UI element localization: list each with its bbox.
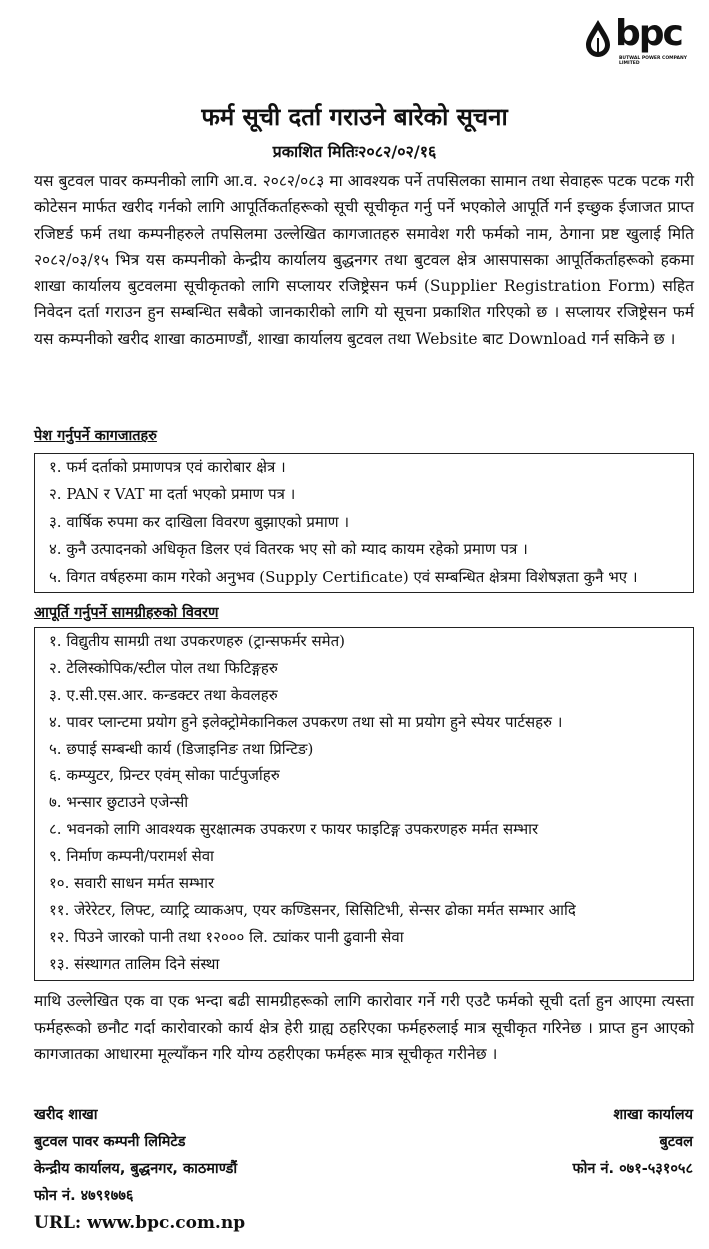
- signature-line: फोन नं. ०७१-५३१०५८: [572, 1161, 693, 1177]
- logo-tagline: BUTWAL POWER COMPANY LIMITED: [619, 56, 688, 66]
- drop-logo-icon: [583, 18, 613, 58]
- supply-item: ८. भवनको लागि आवश्यक सुरक्षात्मक उपकरण र फायर फाइटिङ्ग उपकरणहरु मर्मत सम्भार: [49, 820, 539, 839]
- logo-brand-text: bpc: [615, 13, 682, 54]
- documents-heading: पेश गर्नुपर्ने कागजातहरु: [34, 428, 157, 444]
- supplies-box: [34, 627, 694, 981]
- notice-title: फर्म सूची दर्ता गराउने बारेको सूचना: [201, 103, 508, 131]
- closing-paragraph: माथि उल्लेखित एक वा एक भन्दा बढी सामग्रीहरूको लागि कारोवार गर्ने गरी एउटै फर्मको सूची दर्ता हुन आएमा त्यस्ता फर्महरूको छनौट गर्दा कारोवारको कार्य क्षेत्र हेरी ग्राह्य ठहरिएका फर्महरुलाई मात्र सूचीकृत गरिनेछ । प्राप्त हुन आएको कागजातका आधारमा मूल्याँकन गरि योग्य ठहरीएका फर्महरू मात्र सूचीकृत गरीनेछ ।: [34, 992, 694, 1063]
- intro-paragraph: यस बुटवल पावर कम्पनीको लागि आ.व. २०८२/०८३ मा आवश्यक पर्ने तपसिलका सामान तथा सेवाहरू पटक पटक गरी कोटेसन मार्फत खरीद गर्नको लागि आपूर्तिकर्ताहरूको सूची सूचीकृत गर्नु पर्ने भएकोले आपूर्ति गर्न इच्छुक ईजाजत प्राप्त रजिष्टर्ड फर्म तथा कम्पनीहरुले तपसिलमा उल्लेखित कागजातहरु समावेश गरी फर्मको नाम, ठेगाना प्रष्ट खुलाई मिति २०८२/०३/१५ भित्र यस कम्पनीको केन्द्रीय कार्यालय बुद्धनगर तथा बुटवल क्षेत्र आसपासका आपूर्तिकर्ताहरूको हकमा शाखा कार्यालय बुटवलमा सूचीकृतको लागि सप्लायर रजिष्ट्रेसन फर्म (Supplier Registration Form) सहित निवेदन दर्ता गराउन हुन सम्बन्धित सबैको जानकारीको लागि यो सूचना प्रकाशित गरिएको छ । सप्लायर रजिष्ट्रेसन फर्म यस कम्पनीको खरीद शाखा काठमाण्डौं, शाखा कार्यालय बुटवल तथा Website बाट Download गर्न सकिने छ ।: [34, 172, 694, 348]
- supply-item: १३. संस्थागत तालिम दिने संस्था: [49, 954, 220, 973]
- supply-item: १. विद्युतीय सामग्री तथा उपकरणहरु (ट्रान्सफर्मर समेत): [49, 632, 345, 650]
- company-logo: [583, 12, 695, 72]
- signature-line: बुटवल: [659, 1134, 693, 1150]
- document-item: ४. कुनै उत्पादनको अधिकृत डिलर एवं वितरक भए सो को म्याद कायम रहेको प्रमाण पत्र ।: [49, 540, 528, 559]
- supply-item: ७. भन्सार छुटाउने एजेन्सी: [49, 793, 189, 812]
- supply-item: १२. पिउने जारको पानी तथा १२००० लि. ट्यांकर पानी ढुवानी सेवा: [49, 927, 404, 946]
- supply-item: ४. पावर प्लान्टमा प्रयोग हुने इलेक्ट्रोमेकानिकल उपकरण तथा सो मा प्रयोग हुने स्पेयर पार्टसहरु ।: [49, 712, 563, 731]
- documents-box: [34, 453, 694, 593]
- purchase-section-signature: [34, 1102, 237, 1210]
- document-item: ३. वार्षिक रुपमा कर दाखिला विवरण बुझाएको प्रमाण ।: [49, 512, 350, 531]
- document-item: २. PAN र VAT मा दर्ता भएको प्रमाण पत्र ।: [49, 485, 296, 504]
- supplies-heading: आपूर्ति गर्नुपर्ने सामग्रीहरुको विवरण: [34, 605, 219, 621]
- signature-line: खरीद शाखा: [34, 1107, 98, 1123]
- website-url: URL: www.bpc.com.np: [34, 1213, 246, 1233]
- supply-item: ५. छपाई सम्बन्धी कार्य (डिजाइनिङ तथा प्रिन्टिङ): [49, 739, 314, 758]
- supply-item: ६. कम्प्युटर, प्रिन्टर एवंम् सोका पार्टपुर्जाहरु: [49, 766, 280, 785]
- signature-line: केन्द्रीय कार्यालय, बुद्धनगर, काठमाण्डौं: [34, 1161, 238, 1177]
- supply-item: २. टेलिस्कोपिक/स्टील पोल तथा फिटिङ्गहरु: [49, 658, 278, 677]
- supply-item: १०. सवारी साधन मर्मत सम्भार: [49, 874, 215, 893]
- supply-item: ३. ए.सी.एस.आर. कन्डक्टर तथा केवलहरु: [49, 685, 278, 704]
- supply-item: ९. निर्माण कम्पनी/परामर्श सेवा: [49, 847, 214, 866]
- document-item: १. फर्म दर्ताको प्रमाणपत्र एवं कारोबार क्षेत्र ।: [49, 458, 286, 476]
- supply-item: ११. जेरेरेटर, लिफ्ट, व्याट्रि व्याकअप, एयर कण्डिसनर, सिसिटिभी, सेन्सर ढोका मर्मत सम्भार आदि: [49, 900, 576, 919]
- signature-line: बुटवल पावर कम्पनी लिमिटेड: [34, 1134, 186, 1150]
- signature-line: फोन नं. ४७९१७७६: [34, 1188, 134, 1204]
- published-date: प्रकाशित मितिः२०८२/०२/१६: [272, 142, 437, 161]
- branch-office-signature: [572, 1102, 693, 1183]
- signature-line: शाखा कार्यालय: [613, 1107, 693, 1123]
- document-item: ५. विगत वर्षहरुमा काम गरेको अनुभव (Supply Certificate) एवं सम्बन्धित क्षेत्रमा विशेषज्ञता कुनै भए ।: [49, 567, 638, 586]
